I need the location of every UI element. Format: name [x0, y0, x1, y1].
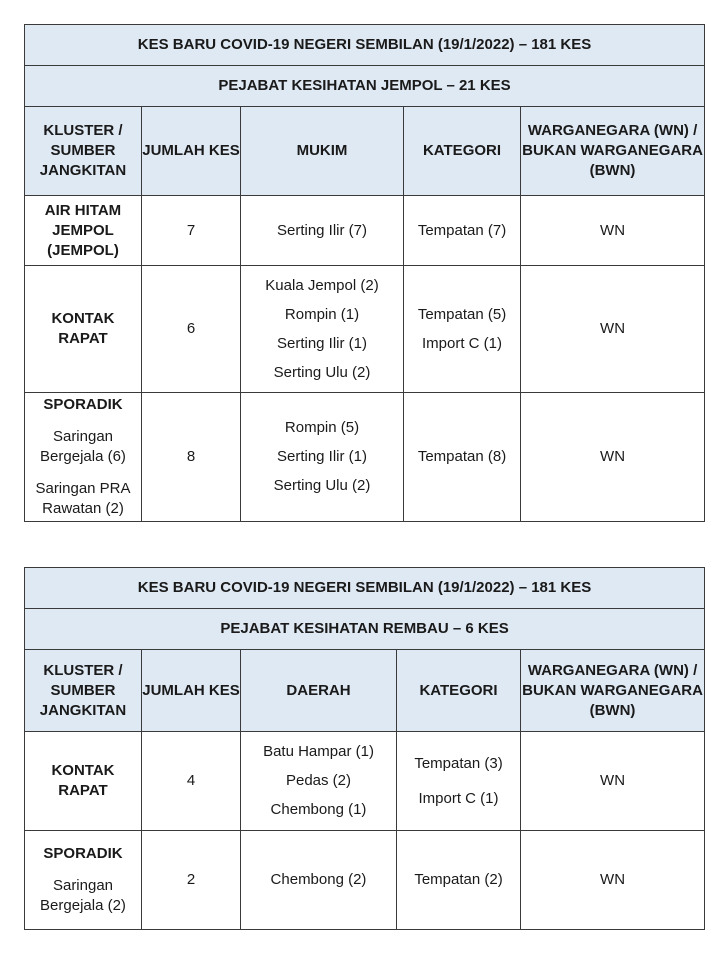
rembau-cases-table	[24, 567, 705, 930]
table-row	[25, 732, 705, 831]
cell-jumlah: 2	[142, 831, 241, 930]
cell-jumlah: 7	[142, 196, 241, 266]
header-daerah: DAERAH	[241, 650, 397, 732]
header-jumlah: JUMLAH KES	[142, 107, 241, 196]
cell-kategori	[404, 266, 521, 393]
header-kategori: KATEGORI	[397, 650, 521, 732]
header-row	[25, 650, 705, 732]
cell-line: Serting Ilir (7)	[276, 221, 368, 239]
jempol-cases-table	[24, 24, 705, 522]
cell-daerah	[241, 831, 397, 930]
cell-line: Rompin (1)	[284, 305, 360, 323]
cell-line: Chembong (1)	[270, 801, 367, 818]
cell-kluster	[25, 831, 142, 930]
cell-line: Tempatan (3)	[414, 754, 503, 772]
cell-line: Serting Ilir (1)	[276, 334, 368, 352]
table-row	[25, 393, 705, 522]
cell-kluster: AIR HITAM JEMPOL (JEMPOL)	[25, 196, 142, 266]
cell-line: Tempatan (8)	[417, 448, 507, 465]
header-mukim: MUKIM	[241, 107, 404, 196]
table-title: KES BARU COVID-19 NEGERI SEMBILAN (19/1/2022) – 181 KES	[25, 568, 705, 609]
cell-kategori	[404, 196, 521, 266]
cell-jumlah: 6	[142, 266, 241, 393]
cell-mukim	[241, 393, 404, 522]
cell-line: Tempatan (5)	[417, 305, 507, 323]
header-warganegara: WARGANEGARA (WN) / BUKAN WARGANEGARA (BWN)	[521, 107, 705, 196]
cell-warganegara: WN	[521, 393, 705, 522]
cell-line: Kuala Jempol (2)	[265, 276, 379, 294]
header-kategori: KATEGORI	[404, 107, 521, 196]
cell-line: Import C (1)	[421, 334, 502, 352]
table-row	[25, 831, 705, 930]
cell-warganegara: WN	[521, 831, 705, 930]
cell-kluster-sub: Saringan PRA Rawatan (2)	[35, 480, 131, 517]
cell-line: Rompin (5)	[284, 419, 360, 436]
table-title: KES BARU COVID-19 NEGERI SEMBILAN (19/1/2022) – 181 KES	[25, 25, 705, 66]
cell-line: Pedas (2)	[285, 772, 352, 789]
cell-kategori	[404, 393, 521, 522]
cell-line: Import C (1)	[418, 789, 499, 807]
table-subtitle: PEJABAT KESIHATAN JEMPOL – 21 KES	[25, 66, 705, 107]
cell-line: Serting Ulu (2)	[273, 363, 371, 381]
cell-warganegara: WN	[521, 196, 705, 266]
cell-jumlah: 4	[142, 732, 241, 831]
cell-kluster-label: SPORADIK	[43, 845, 123, 862]
header-warganegara: WARGANEGARA (WN) / BUKAN WARGANEGARA (BWN)	[521, 650, 705, 732]
table-row	[25, 196, 705, 266]
cell-kluster-sub: Saringan Bergejala (2)	[40, 877, 126, 914]
header-row	[25, 107, 705, 196]
header-kluster: KLUSTER / SUMBER JANGKITAN	[25, 107, 142, 196]
cell-kluster: KONTAK RAPAT	[25, 732, 142, 831]
cell-kluster-label: SPORADIK	[43, 396, 123, 413]
cell-warganegara: WN	[521, 266, 705, 393]
cell-line: Serting Ulu (2)	[273, 477, 371, 494]
cell-warganegara: WN	[521, 732, 705, 831]
header-jumlah: JUMLAH KES	[142, 650, 241, 732]
cell-line: Serting Ilir (1)	[276, 448, 368, 465]
cell-line: Tempatan (7)	[417, 221, 507, 239]
cell-daerah	[241, 732, 397, 831]
cell-kluster	[25, 393, 142, 522]
cell-line: Chembong (2)	[270, 871, 367, 888]
cell-mukim	[241, 266, 404, 393]
cell-mukim	[241, 196, 404, 266]
cell-kluster-sub: Saringan Bergejala (6)	[40, 428, 126, 465]
table-row	[25, 266, 705, 393]
cell-line: Batu Hampar (1)	[263, 743, 374, 760]
cell-kluster: KONTAK RAPAT	[25, 266, 142, 393]
cell-jumlah: 8	[142, 393, 241, 522]
cell-line: Tempatan (2)	[414, 871, 503, 888]
table-subtitle: PEJABAT KESIHATAN REMBAU – 6 KES	[25, 609, 705, 650]
cell-kategori	[397, 831, 521, 930]
header-kluster: KLUSTER / SUMBER JANGKITAN	[25, 650, 142, 732]
cell-kategori	[397, 732, 521, 831]
